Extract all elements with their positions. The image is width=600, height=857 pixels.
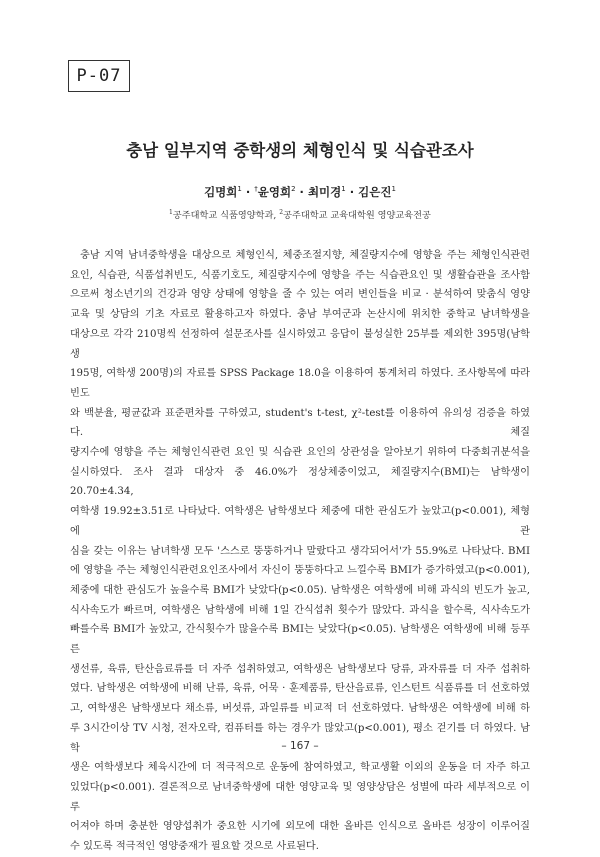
body-line: 심을 갖는 이유는 남녀학생 모두 '스스로 뚱뚱하거나 말랐다고 생각되어서'가 55.9%로 나타났다. BMI (70, 545, 530, 557)
affiliation-1: 공주대학교 식품영양학과, (172, 210, 280, 221)
body-line: 였다. 남학생은 여학생에 비해 난류, 육류, 어묵 · 훈제품류, 탄산음료류, 인스턴트 식품류를 더 선호하였 (70, 683, 530, 695)
body-line: 수 있도록 적극적인 영양중재가 필요할 것으로 사료된다. (70, 841, 320, 853)
body-line: 어져야 하며 충분한 영양섭취가 중요한 시기에 외모에 대한 올바른 인식으로 올바른 성장이 이루어질 (70, 821, 530, 833)
page-number: – 167 – (281, 740, 319, 752)
abstract-code: P-07 (76, 66, 122, 86)
body-line: 식사속도가 빠르며, 여학생은 남학생에 비해 1일 간식섭취 횟수가 많았다. 과식을 할수록, 식사속도가 (70, 604, 530, 616)
body-line: 빠를수록 BMI가 높았고, 간식횟수가 많을수록 BMI는 낮았다(p<0.05). 남학생은 여학생에 비해 등푸른 (70, 624, 530, 656)
body-line: 량지수에 영향을 주는 체형인식관련 요인 및 식습관 요인의 상관성을 알아보기 위하여 다중회귀분석을 (70, 447, 530, 459)
body-line: 생선류, 육류, 탄산음료류를 더 자주 섭취하였고, 여학생은 남학생보다 당류, 과자류를 더 자주 섭취하 (70, 663, 530, 675)
body-line: 있었다(p<0.001). 결론적으로 남녀중학생에 대한 영양교육 및 영양상담은 성별에 따라 세부적으로 이루 (70, 781, 530, 813)
abstract-code-box (68, 60, 130, 92)
body-line: 체중에 대한 관심도가 높을수록 BMI가 낮았다(p<0.05). 남학생은 여학생에 비해 과식의 빈도가 높고, (70, 584, 530, 596)
body-line: 요인, 식습관, 식품섭취빈도, 식품기호도, 체질량지수에 영향을 주는 식습관요인 및 생활습관을 조사함 (70, 269, 530, 281)
body-line: 여학생 19.92±3.51로 나타났다. 여학생은 남학생보다 체중에 대한 관심도가 높았고(p<0.001), 체형에 관 (70, 506, 530, 537)
affiliation-line: $^1$공주대학교 식품영양학과, $^2$공주대학교 교육대학원 영양교육전공 (169, 208, 431, 221)
affiliation-2: 공주대학교 교육대학원 영양교육전공 (283, 210, 431, 221)
body-line: 루 3시간이상 TV 시청, 전자오락, 컴퓨터를 하는 경우가 많았고(p<0.001), 평소 걷기를 더 하였다. 남학 (70, 722, 530, 754)
body-line: 교육 및 상담의 기초 자료로 활용하고자 하였다. 충남 부여군과 논산시에 위치한 중학교 남녀학생을 (70, 309, 530, 321)
body-line: 충남 지역 남녀중학생을 대상으로 체형인식, 체중조절지향, 체질량지수에 영향을 주는 체형인식관련 (80, 250, 530, 261)
body-line: 대상으로 각각 210명씩 선정하여 설문조사를 실시하였고 응답이 불성실한 25부를 제외한 395명(남학생 (70, 328, 530, 360)
author-3: 최미경$^1$ (307, 185, 346, 199)
body-line: 에 영향을 주는 체형인식관련요인조사에서 자신이 뚱뚱하다고 느낄수록 BMI가 증가하였고(p<0.001), (70, 565, 530, 577)
abstract-body (70, 246, 530, 857)
author-1: 김명희$^1$ (204, 185, 242, 199)
paper-title: 충남 일부지역 중학생의 체형인식 및 식습관조사 (126, 141, 474, 160)
body-line: 고, 여학생은 남학생보다 채소류, 버섯류, 과일류를 비교적 더 선호하였다. 남학생은 여학생에 비해 하 (70, 703, 530, 715)
author-2: †윤영희$^2$ (254, 185, 296, 199)
body-line: 와 백분율, 평균값과 표준편차를 구하였고, student's t-test, χ²-test를 이용하여 유의성 검증을 하였다. 체질 (70, 407, 530, 439)
author-line: 김명희$^1$ · †윤영희$^2$ · 최미경$^1$ · 김은진$^1$ (204, 185, 396, 199)
body-line: 실시하였다. 조사 결과 대상자 중 46.0%가 정상체중이었고, 체질량지수(BMI)는 남학생이 20.70±4.34, (70, 466, 530, 498)
author-4: 김은진$^1$ (358, 185, 396, 199)
body-line: 으로써 청소년기의 건강과 영양 상태에 영향을 줄 수 있는 여러 변인들을 비교 · 분석하여 맞춤식 영양 (70, 289, 530, 301)
body-line: 생은 여학생보다 체육시간에 더 적극적으로 운동에 참여하였고, 학교생활 이외의 운동을 더 자주 하고 (70, 762, 530, 774)
body-line: 195명, 여학생 200명)의 자료를 SPSS Package 18.0을 이용하여 통계처리 하였다. 조사항목에 따라 빈도 (70, 368, 530, 399)
